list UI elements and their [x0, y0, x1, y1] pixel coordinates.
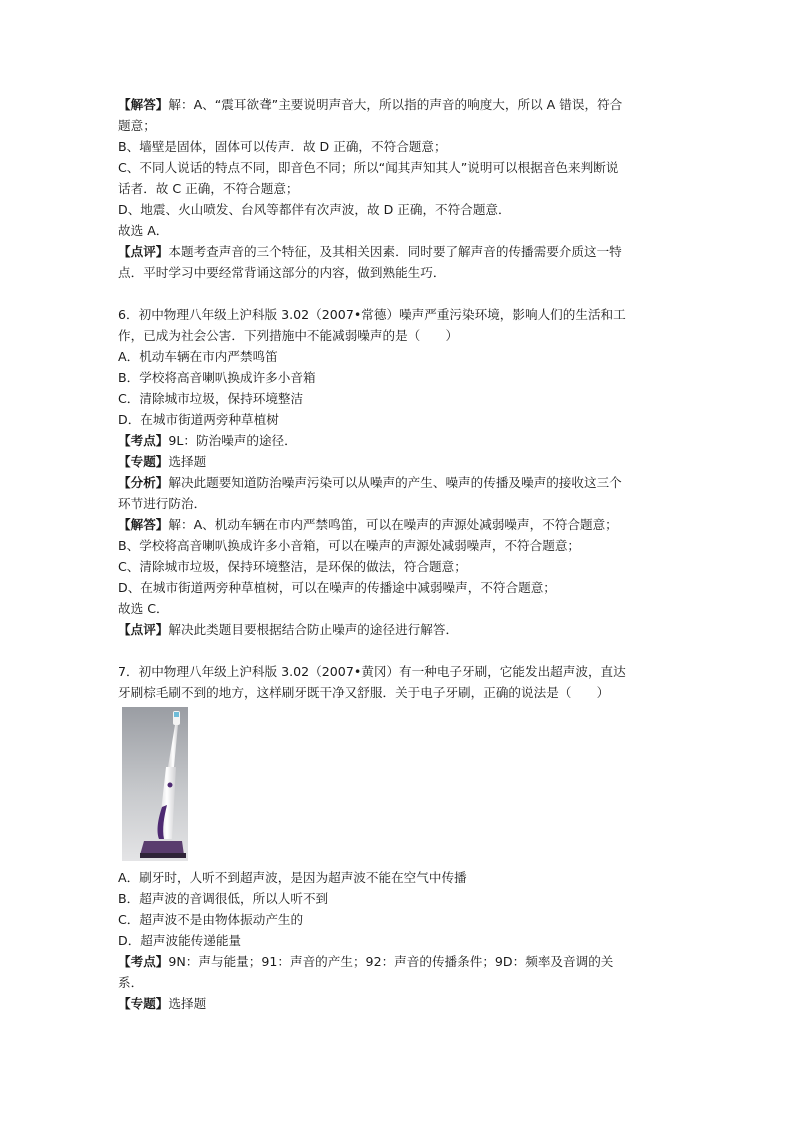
q6-option-a: A．机动车辆在市内严禁鸣笛 [118, 349, 278, 364]
q6-answer-line-2: B、学校将高音喇叭换成许多小音箱，可以在噪声的声源处减弱噪声，不符合题意； [118, 538, 581, 553]
electric-toothbrush-photo [122, 707, 188, 861]
spacer [118, 640, 678, 661]
q5-answer-line-1: 【解答】解：A、“震耳欲聋”主要说明声音大，所以指的声音的响度大，所以 A 错误，符合 [118, 97, 623, 112]
q6-option-b: B．学校将高音喇叭换成许多小音箱 [118, 370, 316, 385]
q7-stem-line-2: 牙刷棕毛刷不到的地方，这样刷牙既干净又舒服．关于电子牙刷，正确的说法是（ ） [118, 685, 610, 700]
toothbrush-icon [122, 707, 188, 861]
q6-stem-line-1: 6．初中物理八年级上沪科版 3.02（2007•常德）噪声严重污染环境，影响人们的生活和工 [118, 307, 626, 322]
q5-answer-line-4: C、不同人说话的特点不同，即音色不同；所以“闻其声知其人”说明可以根据音色来判断说 [118, 160, 619, 175]
q6-answer-choice: 故选 C． [118, 601, 169, 616]
q7-option-a: A．刷牙时，人听不到超声波，是因为超声波不能在空气中传播 [118, 870, 467, 885]
q6-zhuanti: 【专题】选择题 [118, 454, 207, 469]
q6-answer-line-3: C、清除城市垃圾，保持环境整洁，是环保的做法，符合题意； [118, 559, 467, 574]
q7-zhuanti: 【专题】选择题 [118, 996, 207, 1011]
q6-stem-line-2: 作，已成为社会公害．下列措施中不能减弱噪声的是（ ） [118, 328, 459, 343]
comment-tag: 【点评】 [118, 244, 169, 259]
comment-tag: 【点评】 [118, 622, 169, 637]
q5-answer-line-2: 题意； [118, 118, 156, 133]
q7-option-d: D．超声波能传递能量 [118, 933, 242, 948]
q7-option-c: C．超声波不是由物体振动产生的 [118, 912, 304, 927]
spacer [118, 283, 678, 304]
q6-option-c: C．清除城市垃圾，保持环境整洁 [118, 391, 304, 406]
kaodian-tag: 【考点】 [118, 954, 169, 969]
kaodian-tag: 【考点】 [118, 433, 169, 448]
zhuanti-tag: 【专题】 [118, 996, 169, 1011]
q7-kaodian-line-1: 【考点】9N：声与能量；91：声音的产生；92：声音的传播条件；9D：频率及音调的关 [118, 954, 614, 969]
q6-option-d: D．在城市街道两旁种草植树 [118, 412, 279, 427]
q5-answer-choice: 故选 A． [118, 223, 169, 238]
q6-comment: 【点评】解决此类题目要根据结合防止噪声的途径进行解答． [118, 622, 459, 637]
q6-kaodian: 【考点】9L：防治噪声的途径． [118, 433, 297, 448]
q6-answer-line-1: 【解答】解：A、机动车辆在市内严禁鸣笛，可以在噪声的声源处减弱噪声，不符合题意； [118, 517, 618, 532]
answer-tag: 【解答】 [118, 517, 169, 532]
q6-answer-line-4: D、在城市街道两旁种草植树，可以在噪声的传播途中减弱噪声，不符合题意； [118, 580, 556, 595]
document-page [118, 94, 678, 1014]
q6-analysis-line-1: 【分析】解决此题要知道防治噪声污染可以从噪声的产生、噪声的传播及噪声的接收这三个 [118, 475, 622, 490]
q7-option-b: B．超声波的音调很低，所以人听不到 [118, 891, 329, 906]
q6-analysis-line-2: 环节进行防治． [118, 496, 207, 511]
q7-stem-line-1: 7．初中物理八年级上沪科版 3.02（2007•黄冈）有一种电子牙刷，它能发出超声波，直达 [118, 664, 626, 679]
answer-tag: 【解答】 [118, 97, 169, 112]
q5-comment-line-1: 【点评】本题考查声音的三个特征，及其相关因素．同时要了解声音的传播需要介质这一特 [118, 244, 622, 259]
analysis-tag: 【分析】 [118, 475, 169, 490]
q5-answer-line-3: B、墙壁是固体，固体可以传声．故 D 正确，不符合题意； [118, 139, 447, 154]
zhuanti-tag: 【专题】 [118, 454, 169, 469]
q5-comment-line-2: 点．平时学习中要经常背诵这部分的内容，做到熟能生巧． [118, 265, 446, 280]
q5-answer-line-6: D、地震、火山喷发、台风等都伴有次声波，故 D 正确，不符合题意． [118, 202, 511, 217]
q5-answer-line-5: 话者．故 C 正确，不符合题意； [118, 181, 299, 196]
q7-kaodian-line-2: 系． [118, 975, 144, 990]
